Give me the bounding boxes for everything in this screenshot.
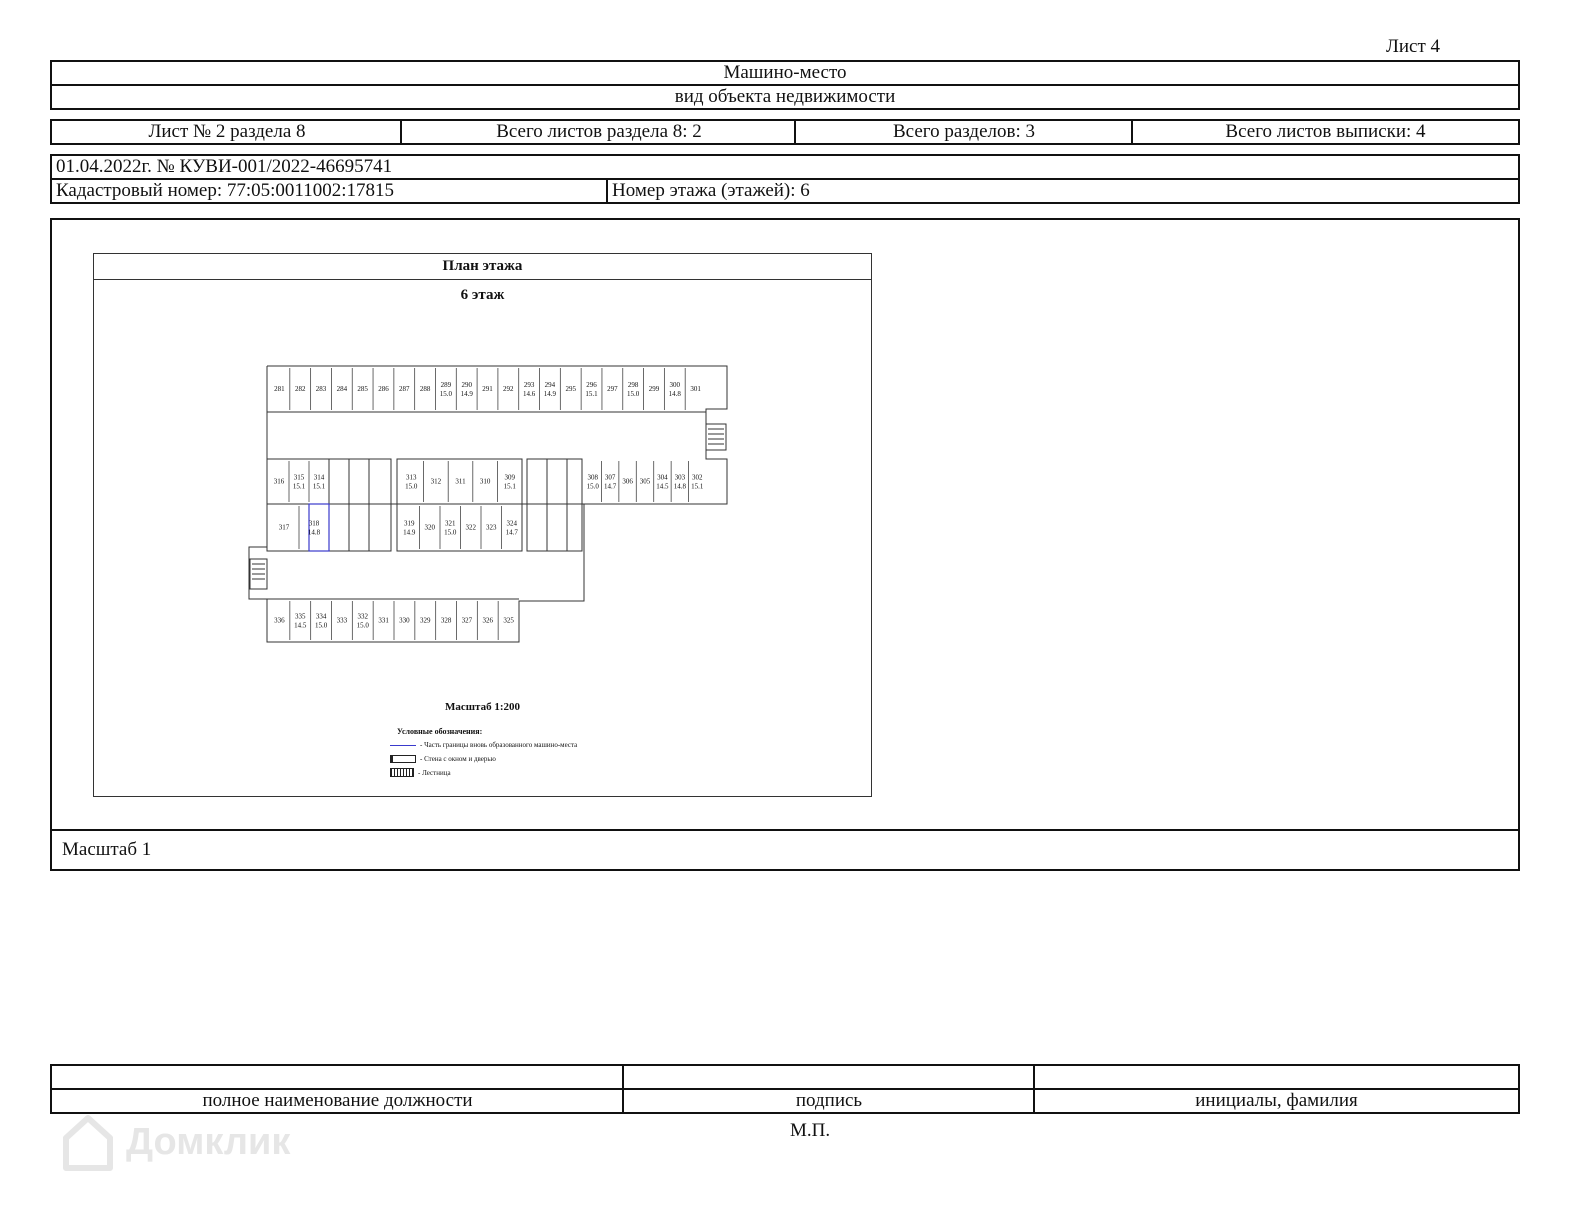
stairs-icon: [390, 768, 414, 777]
signature-label: подпись: [795, 1090, 863, 1111]
parking-space-number: 296: [586, 381, 597, 389]
stamp-place: М.П.: [790, 1120, 831, 1141]
parking-space-area: 14.8: [668, 390, 681, 398]
parking-space-number: 310: [479, 477, 491, 486]
ramp-right: [527, 459, 582, 551]
document-date-number: 01.04.2022г. № КУВИ-001/2022-46695741: [56, 156, 393, 177]
parking-space-number: 295: [565, 385, 576, 393]
parking-space-area: 15.1: [503, 482, 516, 491]
parking-space-number: 285: [357, 385, 368, 393]
parking-space-number: 297: [607, 385, 618, 393]
parking-space-number: 301: [690, 385, 701, 393]
parking-space-area: 14.5: [294, 621, 307, 630]
parking-space-area: 15.1: [585, 390, 598, 398]
parking-space-area: 14.8: [307, 528, 321, 537]
parking-space-number: 286: [378, 385, 389, 393]
parking-space-area: 14.9: [403, 528, 416, 537]
parking-space-number: 306: [622, 477, 633, 486]
parking-space-number: 288: [419, 385, 431, 393]
parking-space-number: 318: [308, 519, 320, 528]
blue-line-icon: [390, 745, 416, 746]
parking-space-number: 300: [669, 381, 681, 389]
total-extract-sheets: Всего листов выписки: 4: [1225, 121, 1426, 142]
parking-space-area: 15.1: [292, 482, 306, 491]
parking-space-area: 15.1: [312, 482, 326, 491]
parking-space-number: 284: [336, 385, 348, 393]
divider: [622, 1066, 624, 1088]
legend-item-stairs: [390, 768, 451, 777]
parking-space-number: 311: [455, 477, 466, 486]
parking-space-number: 294: [544, 381, 556, 389]
legend-text: - Часть границы вновь образованного машино-места: [420, 741, 578, 749]
plan-title: План этажа: [94, 254, 871, 280]
legend-title: Условные обозначения:: [397, 727, 483, 736]
divider: [1033, 1066, 1035, 1088]
object-kind: вид объекта недвижимости: [674, 86, 896, 107]
parking-space-number: 323: [486, 523, 497, 532]
parking-space-number: 330: [399, 616, 410, 625]
parking-space-number: 307: [604, 473, 616, 482]
parking-space-number: 283: [315, 385, 327, 393]
parking-space-number: 334: [315, 612, 327, 621]
parking-space-area: 15.1: [691, 482, 704, 491]
parking-space-number: 299: [648, 385, 660, 393]
parking-space-number: 305: [639, 477, 651, 486]
ramp-left: [329, 459, 391, 551]
stairs-right: [706, 424, 726, 450]
parking-space-number: 291: [482, 385, 493, 393]
parking-space-number: 303: [674, 473, 686, 482]
parking-space-number: 298: [627, 381, 639, 389]
parking-space-area: 15.0: [356, 621, 369, 630]
parking-space-area: 14.9: [460, 390, 473, 398]
floor-plan-frame: [93, 253, 872, 797]
wall-window-door-icon: [390, 755, 416, 763]
parking-space-number: 290: [461, 381, 472, 389]
parking-space-number: 316: [273, 477, 285, 486]
sheet-number: Лист 4: [1386, 36, 1441, 57]
parking-space-number: 335: [295, 612, 306, 621]
parking-space-number: 320: [424, 523, 435, 532]
legend-text: - Стена с окном и дверью: [420, 755, 496, 763]
parking-space-number: 325: [503, 616, 514, 625]
parking-space-number: 322: [465, 523, 476, 532]
total-sections: Всего разделов: 3: [892, 121, 1036, 142]
object-kind-row: [50, 84, 1520, 110]
legend-item-boundary: [390, 741, 577, 749]
total-section-sheets: Всего листов раздела 8: 2: [496, 121, 702, 142]
parking-space-number: 281: [274, 385, 285, 393]
legend-text: - Лестница: [418, 768, 451, 777]
sheet-of-section: Лист № 2 раздела 8: [148, 121, 306, 142]
parking-space-number: 287: [399, 385, 410, 393]
parking-space-number: 292: [503, 385, 514, 393]
parking-space-area: 15.0: [405, 482, 418, 491]
parking-space-area: 15.0: [586, 482, 599, 491]
watermark-text: Домклик: [126, 1120, 291, 1163]
house-logo-icon: [60, 1112, 116, 1172]
parking-space-number: 304: [657, 473, 668, 482]
parking-space-number: 293: [523, 381, 535, 389]
parking-space-number: 302: [692, 473, 703, 482]
parking-space-area: 14.7: [604, 482, 617, 491]
parking-space-area: 14.7: [505, 528, 518, 537]
position-label: полное наименование должности: [202, 1090, 473, 1111]
parking-space-number: 328: [440, 616, 452, 625]
signature-labels-row: [50, 1088, 1520, 1114]
parking-space-number: 312: [430, 477, 442, 486]
object-name: Машино-место: [723, 62, 847, 83]
legend-item-wall: [390, 755, 496, 763]
floor-plan-drawing: [94, 254, 873, 798]
plan-floor-label: 6 этаж: [460, 287, 505, 303]
parking-space-number: 324: [506, 519, 517, 528]
document-number-row: [50, 154, 1520, 180]
parking-space-number: 309: [504, 473, 515, 482]
parking-space-number: 282: [294, 385, 306, 393]
parking-space-number: 317: [278, 523, 290, 532]
plan-scale: Масштаб 1:200: [444, 701, 520, 713]
parking-space-number: 331: [378, 616, 389, 625]
parking-space-number: 314: [313, 473, 325, 482]
parking-space-number: 332: [357, 612, 368, 621]
cadastral-row: [50, 178, 1520, 204]
scale-caption: Масштаб 1: [62, 839, 152, 860]
parking-space-number: 333: [336, 616, 348, 625]
object-name-row: [50, 60, 1520, 86]
watermark: [60, 1112, 290, 1172]
cadastral-number: Кадастровый номер: 77:05:0011002:17815: [56, 180, 395, 201]
signature-blank-row: [50, 1064, 1520, 1090]
parking-space-number: 315: [293, 473, 305, 482]
name-label: инициалы, фамилия: [1195, 1090, 1358, 1111]
parking-space-number: 308: [587, 473, 598, 482]
parking-space-area: 14.8: [673, 482, 686, 491]
parking-space-number: 321: [445, 519, 456, 528]
parking-space-area: 15.0: [627, 390, 640, 398]
parking-space-area: 14.9: [543, 390, 557, 398]
parking-space-area: 15.0: [444, 528, 457, 537]
parking-space-number: 289: [440, 381, 452, 389]
floor-number: Номер этажа (этажей): 6: [612, 180, 810, 201]
sheet-info-row: [50, 119, 1520, 145]
parking-space-number: 313: [406, 473, 417, 482]
parking-space-area: 14.5: [656, 482, 669, 491]
parking-space-number: 326: [482, 616, 493, 625]
parking-space-number: 336: [274, 616, 285, 625]
parking-space-area: 15.0: [439, 390, 453, 398]
parking-space-number: 327: [461, 616, 473, 625]
parking-space-number: 329: [420, 616, 431, 625]
parking-space-area: 14.6: [522, 390, 536, 398]
new-parking-boundary: [309, 504, 329, 551]
parking-space-number: 319: [404, 519, 415, 528]
parking-space-area: 15.0: [314, 621, 328, 630]
scale-caption-row: [50, 829, 1520, 871]
